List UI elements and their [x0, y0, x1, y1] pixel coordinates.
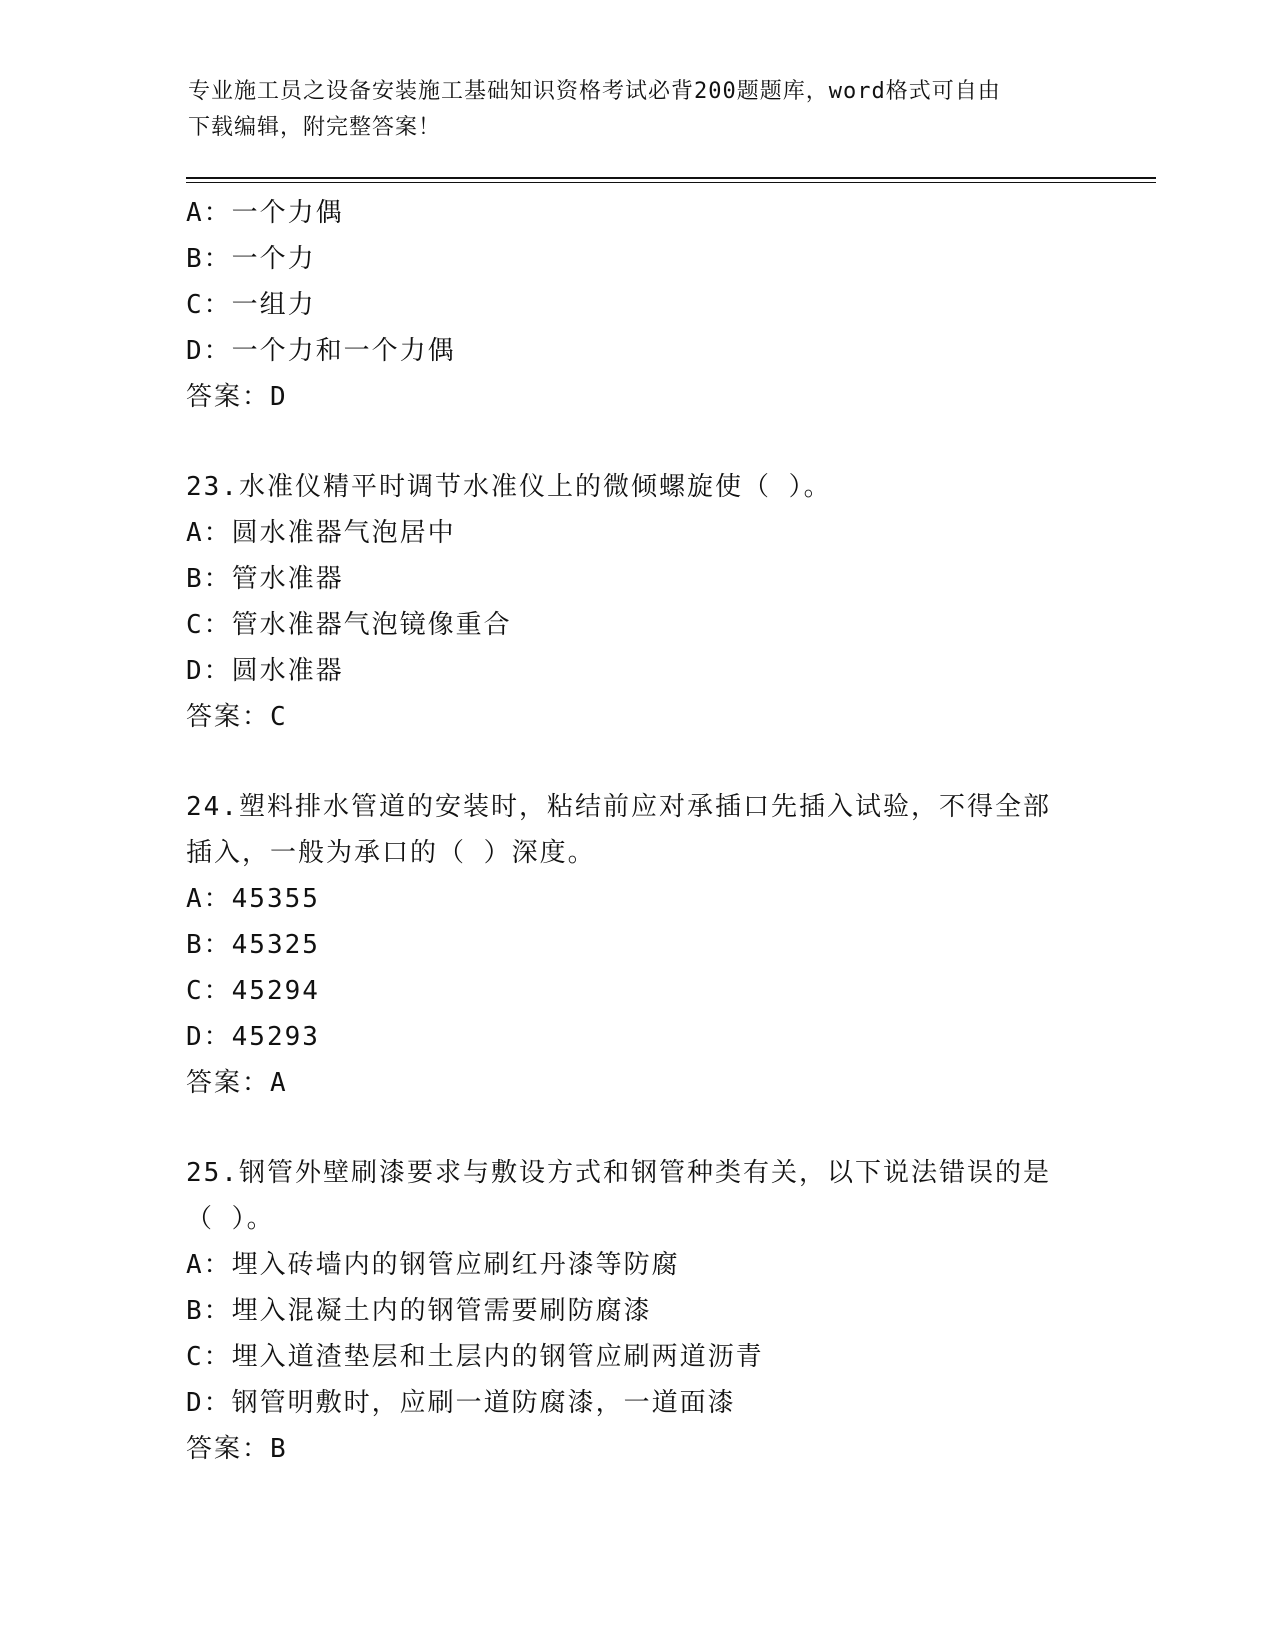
- question-block-24: [186, 784, 1086, 1106]
- option-d: D：一个力和一个力偶: [186, 336, 456, 366]
- question-text: 24.塑料排水管道的安装时，粘结前应对承插口先插入试验，不得全部: [186, 792, 1051, 822]
- option-c: C：45294: [186, 976, 320, 1006]
- option-a: A：一个力偶: [186, 198, 344, 228]
- document-header: [188, 74, 1088, 146]
- option-a: A：45355: [186, 884, 320, 914]
- option-c: C：管水准器气泡镜像重合: [186, 610, 512, 640]
- option-c: C：一组力: [186, 290, 316, 320]
- header-line-1: 专业施工员之设备安装施工基础知识资格考试必背200题题库，word格式可自由: [188, 79, 1001, 104]
- option-b: B：45325: [186, 930, 320, 960]
- header-line-2: 下载编辑，附完整答案！: [188, 115, 442, 140]
- option-b: B：埋入混凝土内的钢管需要刷防腐漆: [186, 1296, 652, 1326]
- question-list: [186, 190, 1086, 1472]
- option-c: C：埋入道渣垫层和土层内的钢管应刷两道沥青: [186, 1342, 764, 1372]
- question-block-22: [186, 190, 1086, 420]
- option-b: B：管水准器: [186, 564, 344, 594]
- option-d: D：钢管明敷时，应刷一道防腐漆，一道面漆: [186, 1388, 736, 1418]
- question-block-25: [186, 1150, 1086, 1472]
- question-text-cont: （ ）。: [186, 1204, 275, 1234]
- option-d: D：45293: [186, 1022, 320, 1052]
- answer-line: 答案：A: [186, 1068, 288, 1098]
- option-b: B：一个力: [186, 244, 316, 274]
- option-a: A：圆水准器气泡居中: [186, 518, 456, 548]
- question-text-cont: 插入，一般为承口的（ ）深度。: [186, 838, 596, 868]
- answer-line: 答案：B: [186, 1434, 288, 1464]
- answer-line: 答案：D: [186, 382, 288, 412]
- header-divider-thick: [186, 177, 1156, 179]
- question-block-23: [186, 464, 1086, 740]
- answer-line: 答案：C: [186, 702, 288, 732]
- question-text: 23.水准仪精平时调节水准仪上的微倾螺旋使（ ）。: [186, 472, 832, 502]
- option-a: A：埋入砖墙内的钢管应刷红丹漆等防腐: [186, 1250, 680, 1280]
- header-divider-thin: [186, 182, 1156, 183]
- option-d: D：圆水准器: [186, 656, 344, 686]
- question-text: 25.钢管外壁刷漆要求与敷设方式和钢管种类有关，以下说法错误的是: [186, 1158, 1051, 1188]
